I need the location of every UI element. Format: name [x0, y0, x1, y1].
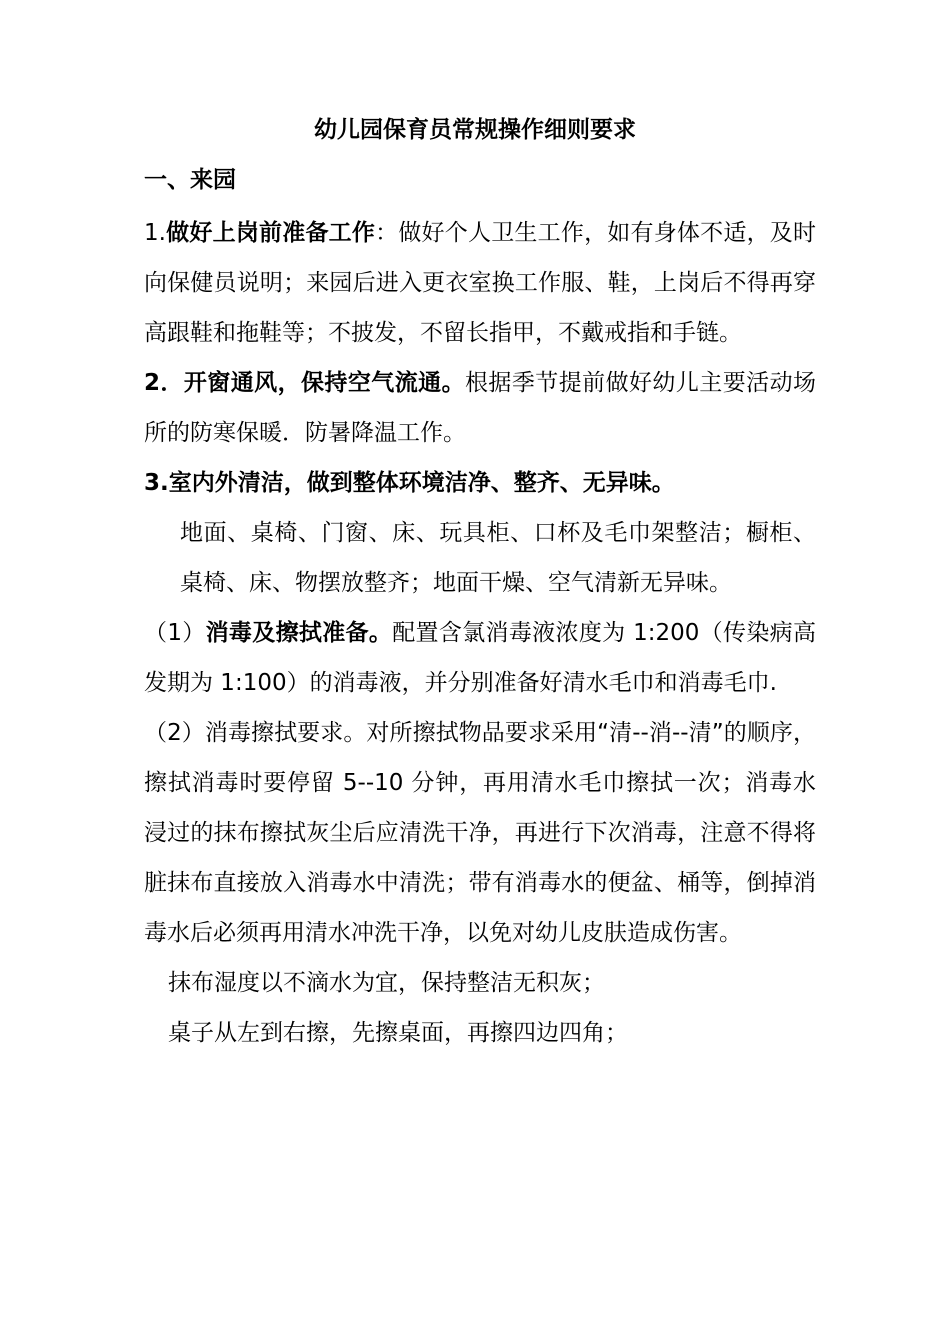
paragraph-1-lead: 做好上岗前准备工作	[165, 220, 376, 246]
paragraph-1-text: ：做好个人卫生工作，如有身体不适，及时向保健员说明；来园后进入更衣室换工作服、鞋，上岗后不得再穿高跟鞋和拖鞋等；不披发，不留长指甲，不戴戒指和手链。	[144, 220, 817, 346]
paragraph-2-lead: 2．开窗通风，保持空气流通。	[144, 370, 465, 396]
paragraph-3	[144, 458, 816, 508]
paragraph-5	[144, 608, 816, 708]
paragraph-2	[144, 358, 816, 458]
paragraph-1	[144, 208, 816, 358]
paragraph-2-text: 根据季节提前做好幼儿主要活动场所的防寒保暖．防暑降温工作。	[144, 370, 816, 446]
paragraph-6: （2）消毒擦拭要求。对所擦拭物品要求采用“清--消--清”的顺序，擦拭消毒时要停留 5--10 分钟，再用清水毛巾擦拭一次；消毒水浸过的抹布擦拭灰尘后应清洗干净，再进行下次消毒，注意不得将脏抹布直接放入消毒水中清洗；带有消毒水的便盆、桶等，倒掉消毒水后必须再用清水冲洗干净，以免对幼儿皮肤造成伤害。	[144, 720, 816, 946]
document-body	[144, 208, 816, 1058]
paragraph-5-text: 配置含氯消毒液浓度为 1:200（传染病高发期为 1:100）的消毒液，并分别准备好清水毛巾和消毒毛巾.	[144, 620, 817, 696]
paragraph-4: 地面、桌椅、门窗、床、玩具柜、口杯及毛巾架整洁；橱柜、桌椅、床、物摆放整齐；地面干燥、空气清新无异味。	[180, 520, 816, 596]
paragraph-1-number: 1.	[144, 220, 166, 246]
paragraph-8: 桌子从左到右擦，先擦桌面，再擦四边四角；	[168, 1020, 628, 1046]
paragraph-5-lead: 消毒及擦拭准备。	[205, 620, 393, 646]
paragraph-7: 抹布湿度以不滴水为宜，保持整洁无积灰；	[168, 970, 605, 996]
section-heading: 一、来园	[144, 167, 236, 193]
document-title: 幼儿园保育员常规操作细则要求	[314, 117, 636, 143]
paragraph-3-lead: 3.室内外清洁，做到整体环境洁净、整齐、无异味。	[144, 470, 675, 496]
paragraph-5-number: （1）	[144, 620, 206, 646]
